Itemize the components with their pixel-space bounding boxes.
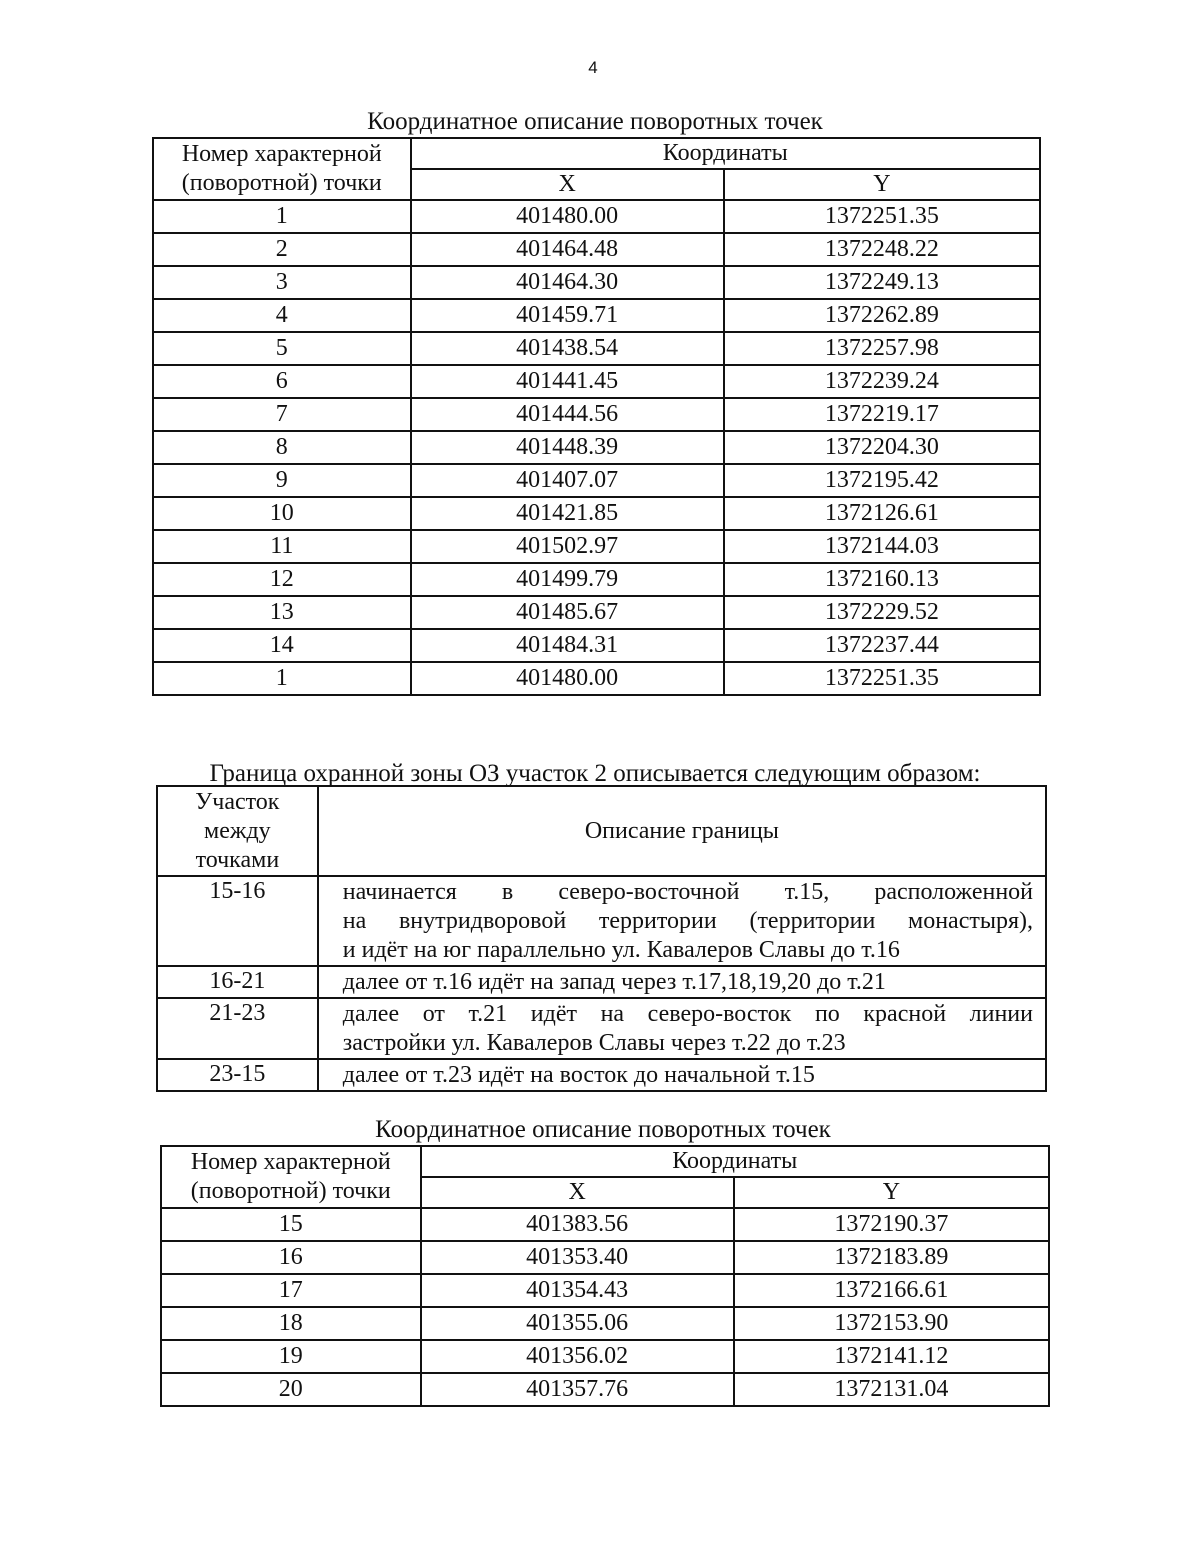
- segment-cell: 15-16: [157, 876, 318, 966]
- table-row: [157, 966, 1046, 998]
- table-row: [161, 1373, 1049, 1406]
- y-coordinate-cell: 1372262.89: [724, 299, 1040, 332]
- header-point-line-2: (поворотной) точки: [190, 1178, 391, 1204]
- point-number-cell: 16: [161, 1241, 421, 1274]
- segment-cell: 16-21: [157, 966, 318, 998]
- x-coordinate-cell: 401502.97: [411, 530, 724, 563]
- table-row: [157, 1059, 1046, 1091]
- description-line: далее от т.21 идёт на северо-восток по красной линии: [342, 1001, 1033, 1027]
- page-number: 4: [588, 58, 598, 77]
- table-row: [153, 431, 1040, 464]
- table2-title: Координатное описание поворотных точек: [375, 1116, 831, 1143]
- header-point-line-1: Номер характерной: [190, 1149, 391, 1175]
- header-point-number: [153, 138, 411, 200]
- point-number-cell: 15: [161, 1208, 421, 1241]
- coordinates-table-1: [152, 137, 1041, 696]
- y-coordinate-cell: 1372131.04: [734, 1373, 1049, 1406]
- point-number-cell: 19: [161, 1340, 421, 1373]
- x-coordinate-cell: 401441.45: [411, 365, 724, 398]
- point-number-cell: 9: [153, 464, 411, 497]
- y-coordinate-cell: 1372251.35: [724, 662, 1040, 695]
- point-number-cell: 13: [153, 596, 411, 629]
- coordinates-table-2: [160, 1145, 1050, 1407]
- point-number-cell: 20: [161, 1373, 421, 1406]
- x-coordinate-cell: 401464.48: [411, 233, 724, 266]
- header-coordinates: Координаты: [411, 138, 1040, 169]
- y-coordinate-cell: 1372257.98: [724, 332, 1040, 365]
- point-number-cell: 10: [153, 497, 411, 530]
- y-coordinate-cell: 1372204.30: [724, 431, 1040, 464]
- zone-title: Граница охранной зоны ОЗ участок 2 описывается следующим образом:: [209, 760, 981, 787]
- segment-cell: 23-15: [157, 1059, 318, 1091]
- point-number-cell: 2: [153, 233, 411, 266]
- table1-title: Координатное описание поворотных точек: [367, 108, 823, 135]
- point-number-cell: 3: [153, 266, 411, 299]
- y-coordinate-cell: 1372229.52: [724, 596, 1040, 629]
- table-row: [153, 563, 1040, 596]
- header-segment: [157, 786, 318, 876]
- y-coordinate-cell: 1372219.17: [724, 398, 1040, 431]
- table-row: [161, 1340, 1049, 1373]
- header-x: X: [421, 1177, 734, 1208]
- point-number-cell: 1: [153, 200, 411, 233]
- y-coordinate-cell: 1372144.03: [724, 530, 1040, 563]
- table-row: [157, 998, 1046, 1059]
- y-coordinate-cell: 1372126.61: [724, 497, 1040, 530]
- table-row: [153, 299, 1040, 332]
- description-cell: [318, 966, 1046, 998]
- y-coordinate-cell: 1372160.13: [724, 563, 1040, 596]
- header-segment-line-2: между: [204, 817, 271, 844]
- description-cell: [318, 1059, 1046, 1091]
- y-coordinate-cell: 1372195.42: [724, 464, 1040, 497]
- table-row: [153, 233, 1040, 266]
- y-coordinate-cell: 1372190.37: [734, 1208, 1049, 1241]
- x-coordinate-cell: 401484.31: [411, 629, 724, 662]
- description-line: на внутридворовой территории (территории монастыря),: [342, 908, 1033, 934]
- point-number-cell: 18: [161, 1307, 421, 1340]
- y-coordinate-cell: 1372183.89: [734, 1241, 1049, 1274]
- header-y: Y: [734, 1177, 1049, 1208]
- point-number-cell: 14: [153, 629, 411, 662]
- zone-boundary-table: [156, 785, 1047, 1092]
- header-description: Описание границы: [318, 786, 1046, 876]
- y-coordinate-cell: 1372237.44: [724, 629, 1040, 662]
- header-segment-line-3: точками: [195, 846, 280, 873]
- x-coordinate-cell: 401356.02: [421, 1340, 734, 1373]
- header-x: X: [411, 169, 724, 200]
- x-coordinate-cell: 401464.30: [411, 266, 724, 299]
- description-line: застройки ул. Кавалеров Славы через т.22 до т.23: [342, 1030, 846, 1056]
- header-y: Y: [724, 169, 1040, 200]
- y-coordinate-cell: 1372153.90: [734, 1307, 1049, 1340]
- header-coordinates: Координаты: [421, 1146, 1049, 1177]
- header-segment-line-1: Участок: [195, 788, 280, 815]
- x-coordinate-cell: 401480.00: [411, 200, 724, 233]
- table-row: [161, 1241, 1049, 1274]
- table-row: [153, 332, 1040, 365]
- table-row: [153, 530, 1040, 563]
- x-coordinate-cell: 401485.67: [411, 596, 724, 629]
- x-coordinate-cell: 401421.85: [411, 497, 724, 530]
- point-number-cell: 6: [153, 365, 411, 398]
- table-row: [161, 1307, 1049, 1340]
- x-coordinate-cell: 401353.40: [421, 1241, 734, 1274]
- point-number-cell: 4: [153, 299, 411, 332]
- table-row: [153, 596, 1040, 629]
- point-number-cell: 7: [153, 398, 411, 431]
- x-coordinate-cell: 401459.71: [411, 299, 724, 332]
- description-cell: [318, 876, 1046, 966]
- y-coordinate-cell: 1372239.24: [724, 365, 1040, 398]
- table-row: [161, 1274, 1049, 1307]
- segment-cell: 21-23: [157, 998, 318, 1059]
- y-coordinate-cell: 1372248.22: [724, 233, 1040, 266]
- x-coordinate-cell: 401354.43: [421, 1274, 734, 1307]
- point-number-cell: 1: [153, 662, 411, 695]
- description-line: начинается в северо-восточной т.15, расположенной: [342, 879, 1033, 905]
- table-row: [153, 464, 1040, 497]
- point-number-cell: 17: [161, 1274, 421, 1307]
- table-row: [153, 662, 1040, 695]
- zone-body: [157, 876, 1046, 1091]
- description-line: и идёт на юг параллельно ул. Кавалеров Славы до т.16: [342, 937, 900, 963]
- table-row: [153, 497, 1040, 530]
- header-point-line-2: (поворотной) точки: [181, 170, 382, 196]
- table-row: [157, 876, 1046, 966]
- x-coordinate-cell: 401383.56: [421, 1208, 734, 1241]
- x-coordinate-cell: 401444.56: [411, 398, 724, 431]
- x-coordinate-cell: 401355.06: [421, 1307, 734, 1340]
- x-coordinate-cell: 401499.79: [411, 563, 724, 596]
- table-row: [161, 1208, 1049, 1241]
- table-row: [153, 365, 1040, 398]
- y-coordinate-cell: 1372249.13: [724, 266, 1040, 299]
- table-row: [153, 266, 1040, 299]
- y-coordinate-cell: 1372251.35: [724, 200, 1040, 233]
- x-coordinate-cell: 401448.39: [411, 431, 724, 464]
- header-point-number: [161, 1146, 421, 1208]
- point-number-cell: 5: [153, 332, 411, 365]
- table1-body: [153, 200, 1040, 695]
- table-row: [153, 629, 1040, 662]
- table-row: [153, 200, 1040, 233]
- x-coordinate-cell: 401438.54: [411, 332, 724, 365]
- y-coordinate-cell: 1372141.12: [734, 1340, 1049, 1373]
- x-coordinate-cell: 401480.00: [411, 662, 724, 695]
- x-coordinate-cell: 401357.76: [421, 1373, 734, 1406]
- description-line: далее от т.23 идёт на восток до начальной т.15: [342, 1062, 815, 1088]
- point-number-cell: 8: [153, 431, 411, 464]
- table-row: [153, 398, 1040, 431]
- table2-body: [161, 1208, 1049, 1406]
- header-point-line-1: Номер характерной: [181, 141, 382, 167]
- y-coordinate-cell: 1372166.61: [734, 1274, 1049, 1307]
- description-line: далее от т.16 идёт на запад через т.17,18,19,20 до т.21: [342, 969, 886, 995]
- point-number-cell: 11: [153, 530, 411, 563]
- description-cell: [318, 998, 1046, 1059]
- x-coordinate-cell: 401407.07: [411, 464, 724, 497]
- point-number-cell: 12: [153, 563, 411, 596]
